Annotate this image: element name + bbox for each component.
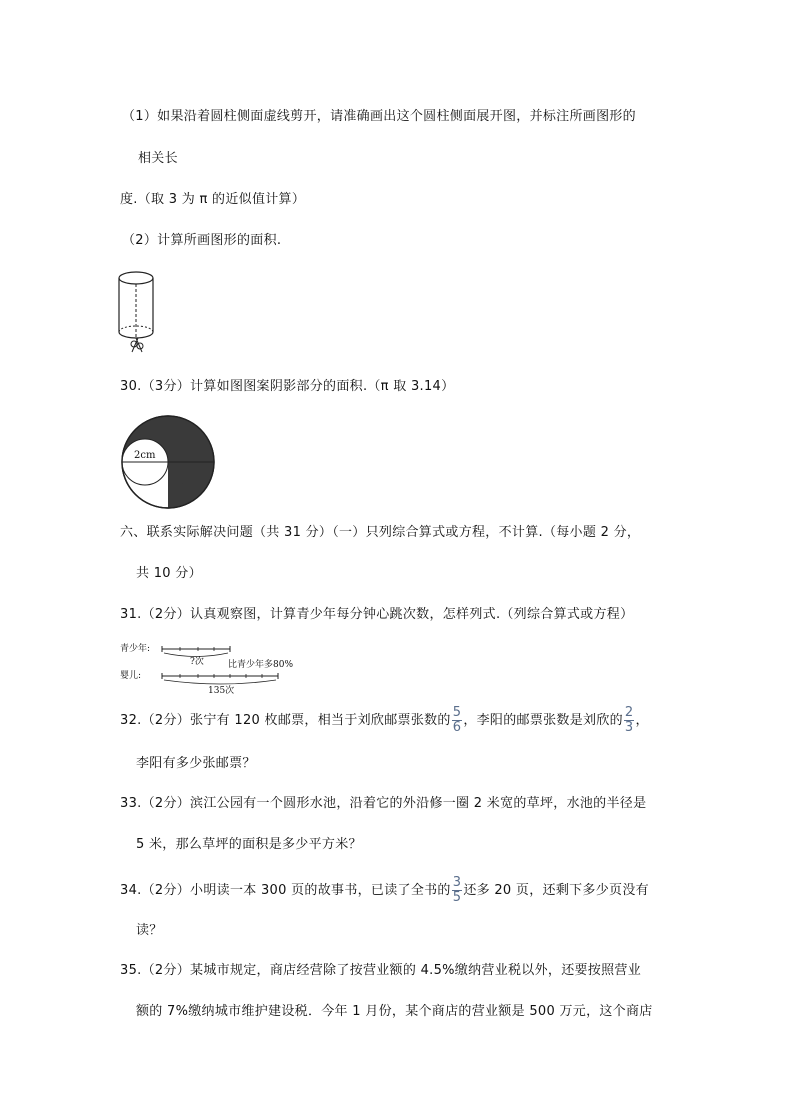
q32-text-a: 32.（2分）张宁有 120 枚邮票，相当于刘欣邮票张数的 (120, 713, 451, 728)
q29-part1-text: （1）如果沿着圆柱侧面虚线剪开，请准确画出这个圆柱侧面展开图，并标注所画图形的 (122, 109, 636, 124)
label-teen: 青少年: (120, 644, 151, 654)
q32-text-b: ，李阳的邮票张数是刘欣的 (463, 713, 623, 728)
label-q: ?次 (190, 657, 204, 667)
label-more: 比青少年多80% (228, 660, 294, 670)
q34-line1 (120, 877, 649, 904)
circle-label: 2cm (134, 450, 156, 461)
q32-line1 (120, 707, 649, 734)
q34-frac-num: 3 (452, 875, 462, 890)
q32-frac2-num: 2 (624, 705, 634, 720)
q34-fraction (452, 877, 463, 904)
q31-text: 31.（2分）认真观察图，计算青少年每分钟心跳次数，怎样列式.（列综合算式或方程） (120, 607, 634, 622)
cylinder-figure (112, 268, 162, 358)
q32-fraction-1 (452, 707, 463, 734)
q29-part1-end: 度.（取 3 为 π 的近似值计算） (120, 192, 306, 207)
heartbeat-diagram (118, 640, 308, 696)
label-135: 135次 (208, 686, 235, 696)
q29-part1-cont: 相关长 (138, 151, 178, 166)
shaded-circle-figure (118, 414, 218, 510)
q32-frac1-num: 5 (452, 705, 462, 720)
q35-line2: 额的 7%缴纳城市维护建设税．今年 1 月份，某个商店的营业额是 500 万元，这个商店 (136, 1004, 653, 1019)
q34-text-a: 34.（2分）小明读一本 300 页的故事书，已读了全书的 (120, 883, 451, 898)
q33-line1: 33.（2分）滨江公园有一个圆形水池，沿着它的外沿修一圈 2 米宽的草坪，水池的半径是 (120, 796, 647, 811)
q32-frac1-den: 6 (452, 720, 462, 735)
q34-frac-den: 5 (452, 890, 462, 905)
q34-text-b: 还多 20 页，还剩下多少页没有 (463, 883, 649, 898)
section6-heading: 六、联系实际解决问题（共 31 分）（一）只列综合算式或方程，不计算.（每小题 2 分， (120, 525, 641, 540)
q30-text: 30.（3分）计算如图图案阴影部分的面积.（π 取 3.14） (120, 379, 455, 394)
q33-line2: 5 米，那么草坪的面积是多少平方米？ (136, 837, 362, 852)
q32-frac2-den: 3 (624, 720, 634, 735)
q34-line2: 读？ (136, 923, 163, 938)
q35-line1: 35.（2分）某城市规定，商店经营除了按营业额的 4.5%缴纳营业税以外，还要按照营业 (120, 963, 642, 978)
q29-part2-text: （2）计算所画图形的面积. (122, 233, 282, 248)
section6-heading-cont: 共 10 分） (136, 566, 202, 581)
q32-text-c: ， (635, 713, 649, 728)
q32-fraction-2 (624, 707, 635, 734)
q32-line2: 李阳有多少张邮票？ (136, 756, 256, 771)
label-baby: 婴儿: (120, 671, 142, 681)
